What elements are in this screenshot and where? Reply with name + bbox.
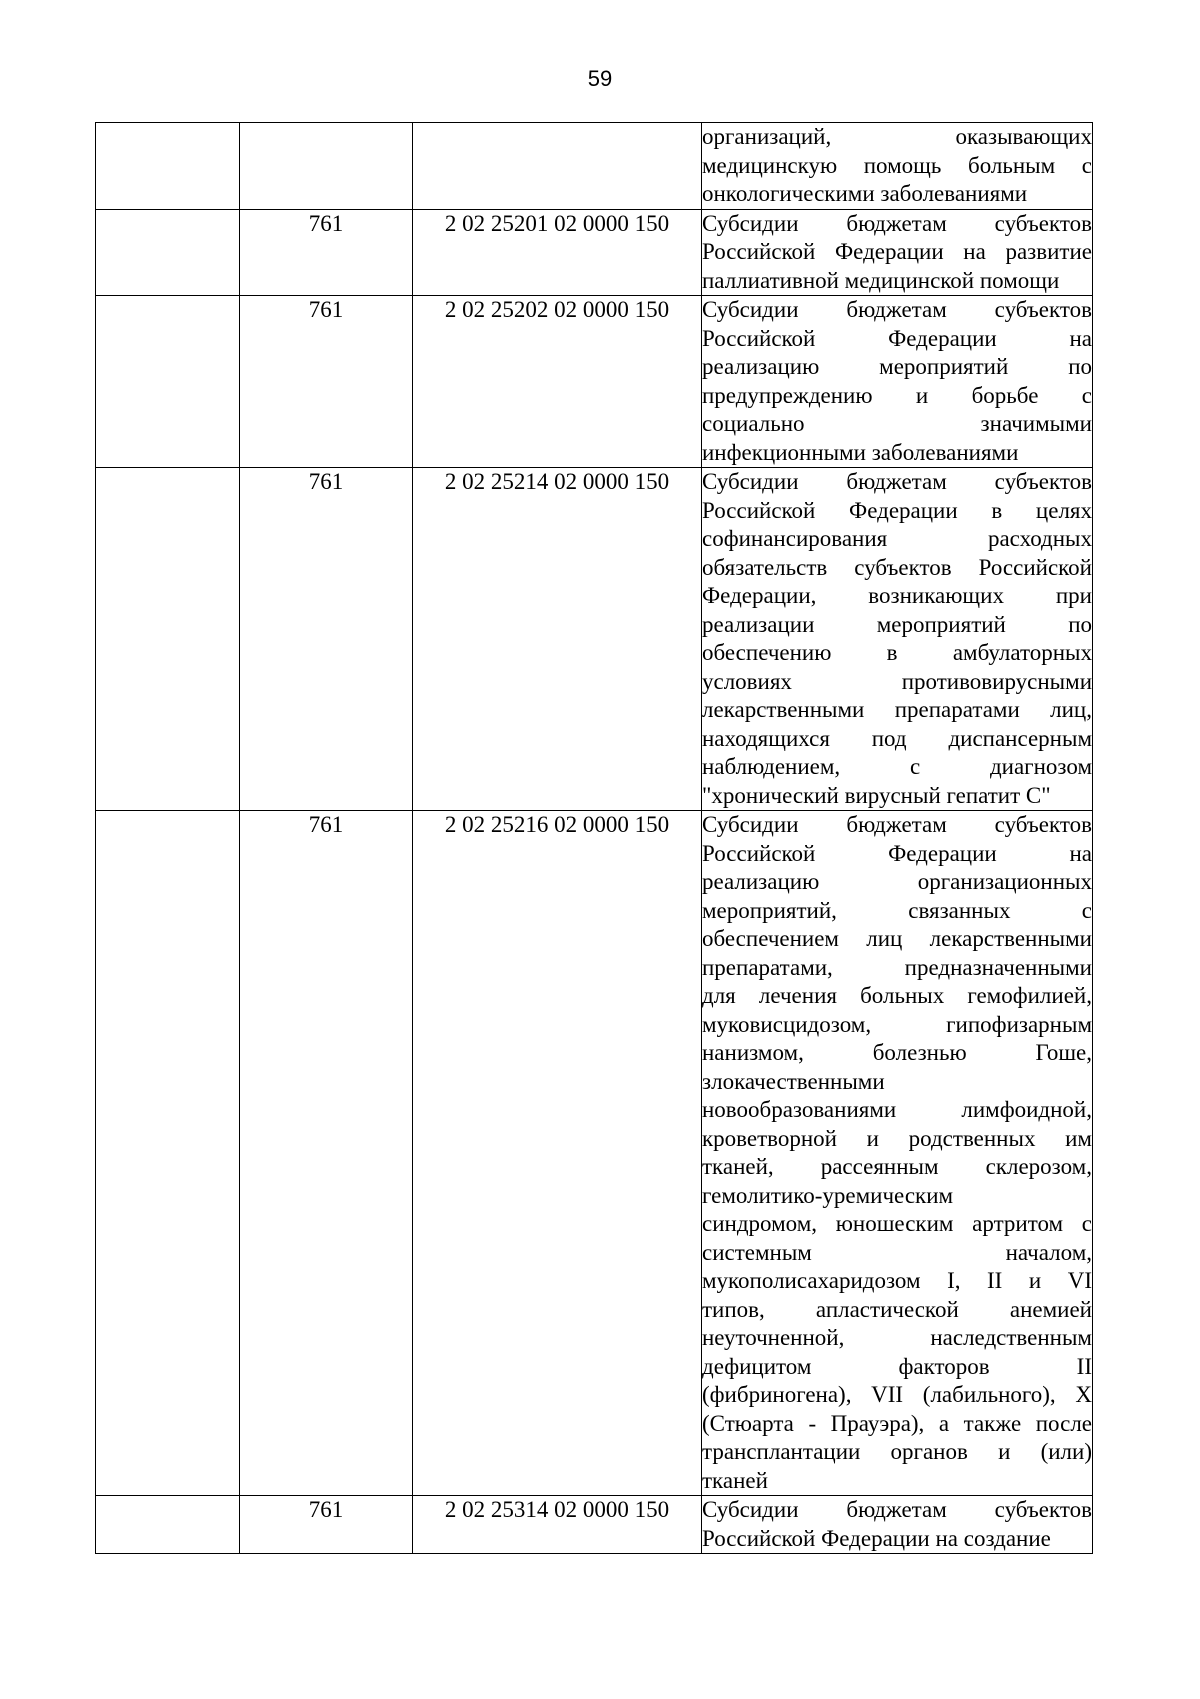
empty-cell <box>96 123 240 210</box>
budget-classification-code-cell: 2 02 25314 02 0000 150 <box>413 1496 702 1554</box>
description-line: мукополисахаридозом I, II и VI <box>702 1268 1092 1293</box>
description-line: кроветворной и родственных им <box>702 1125 1092 1151</box>
empty-cell <box>96 296 240 468</box>
table-row <box>96 811 1093 1496</box>
description-line: синдромом, юношеским артритом с <box>702 1211 1092 1236</box>
description-line: нанизмом, болезнью Гоше, <box>702 1040 1092 1065</box>
description-line: гемолитико-уремическим <box>702 1182 954 1208</box>
administrator-code-cell: 761 <box>240 296 413 468</box>
table-row <box>96 123 1093 210</box>
table-row <box>96 209 1093 296</box>
table-body <box>96 123 1093 1554</box>
revenue-description-cell <box>702 123 1093 210</box>
description-line: неуточненной, наследственным <box>702 1325 1092 1350</box>
budget-classification-code-cell: 2 02 25202 02 0000 150 <box>413 296 702 468</box>
description-line: Субсидии бюджетам субъектов <box>702 469 1092 494</box>
budget-classification-code-cell: 2 02 25216 02 0000 150 <box>413 811 702 1496</box>
description-line: Российской Федерации на <box>702 840 1092 866</box>
table-row <box>96 296 1093 468</box>
description-line: находящихся под диспансерным <box>702 725 1092 751</box>
revenue-description-cell <box>702 811 1093 1496</box>
revenue-description-cell <box>702 209 1093 296</box>
empty-cell <box>96 209 240 296</box>
description-line: инфекционными заболеваниями <box>702 439 1019 465</box>
description-line: Субсидии бюджетам субъектов <box>702 297 1092 322</box>
description-line: реализацию мероприятий по <box>702 354 1092 379</box>
page-number: 59 <box>587 66 613 91</box>
administrator-code-cell <box>240 123 413 210</box>
description-line: Субсидии бюджетам субъектов <box>702 210 1092 236</box>
description-line: реализацию организационных <box>702 869 1092 894</box>
empty-cell <box>96 1496 240 1554</box>
description-line: Российской Федерации на создание <box>702 1525 1051 1551</box>
table-row <box>96 1496 1093 1554</box>
description-line: Российской Федерации в целях <box>702 497 1092 523</box>
description-line: злокачественными <box>702 1068 885 1094</box>
administrator-code-cell: 761 <box>240 209 413 296</box>
description-line: наблюдением, с диагнозом <box>702 754 1092 779</box>
administrator-code-cell: 761 <box>240 1496 413 1554</box>
description-line: тканей, рассеянным склерозом, <box>702 1154 1092 1179</box>
budget-revenue-table <box>95 122 1093 1554</box>
description-line: медицинскую помощь больным с <box>702 152 1092 178</box>
description-line: предупреждению и борьбе с <box>702 382 1092 408</box>
description-line: (Стюарта - Прауэра), а также после <box>702 1410 1092 1436</box>
description-line: социально значимыми <box>702 411 1092 436</box>
description-line: дефицитом факторов II <box>702 1353 1092 1379</box>
description-line: муковисцидозом, гипофизарным <box>702 1011 1092 1037</box>
description-line: (фибриногена), VII (лабильного), X <box>702 1382 1092 1407</box>
table-row <box>96 468 1093 811</box>
description-line: мероприятий, связанных с <box>702 897 1092 923</box>
description-line: обязательств субъектов Российской <box>702 554 1092 580</box>
description-line: Федерации, возникающих при <box>702 583 1092 608</box>
description-line: обеспечением лиц лекарственными <box>702 926 1092 951</box>
description-line: Российской Федерации на развитие <box>702 239 1092 264</box>
administrator-code-cell: 761 <box>240 811 413 1496</box>
description-line: лекарственными препаратами лиц, <box>702 697 1092 722</box>
administrator-code-cell: 761 <box>240 468 413 811</box>
description-line: тканей <box>702 1467 768 1493</box>
description-line: типов, апластической анемией <box>702 1296 1092 1322</box>
revenue-description-cell <box>702 296 1093 468</box>
revenue-description-cell <box>702 468 1093 811</box>
description-line: Субсидии бюджетам субъектов <box>702 812 1092 837</box>
budget-classification-code-cell: 2 02 25201 02 0000 150 <box>413 209 702 296</box>
budget-classification-code-cell: 2 02 25214 02 0000 150 <box>413 468 702 811</box>
description-line: обеспечению в амбулаторных <box>702 640 1092 665</box>
description-line: реализации мероприятий по <box>702 611 1092 637</box>
budget-classification-code-cell <box>413 123 702 210</box>
description-line: трансплантации органов и (или) <box>702 1439 1092 1464</box>
description-line: для лечения больных гемофилией, <box>702 983 1092 1008</box>
description-line: Субсидии бюджетам субъектов <box>702 1497 1092 1522</box>
description-line: Российской Федерации на <box>702 325 1092 351</box>
description-line: организаций, оказывающих <box>702 124 1092 149</box>
description-line: препаратами, предназначенными <box>702 954 1092 980</box>
description-line: софинансирования расходных <box>702 526 1092 551</box>
empty-cell <box>96 468 240 811</box>
description-line: условиях противовирусными <box>702 668 1092 694</box>
description-line: онкологическими заболеваниями <box>702 181 1028 206</box>
description-line: новообразованиями лимфоидной, <box>702 1097 1092 1122</box>
empty-cell <box>96 811 240 1496</box>
description-line: "хронический вирусный гепатит С" <box>702 782 1051 808</box>
description-line: системным началом, <box>702 1239 1092 1265</box>
revenue-description-cell <box>702 1496 1093 1554</box>
description-line: паллиативной медицинской помощи <box>702 267 1060 293</box>
